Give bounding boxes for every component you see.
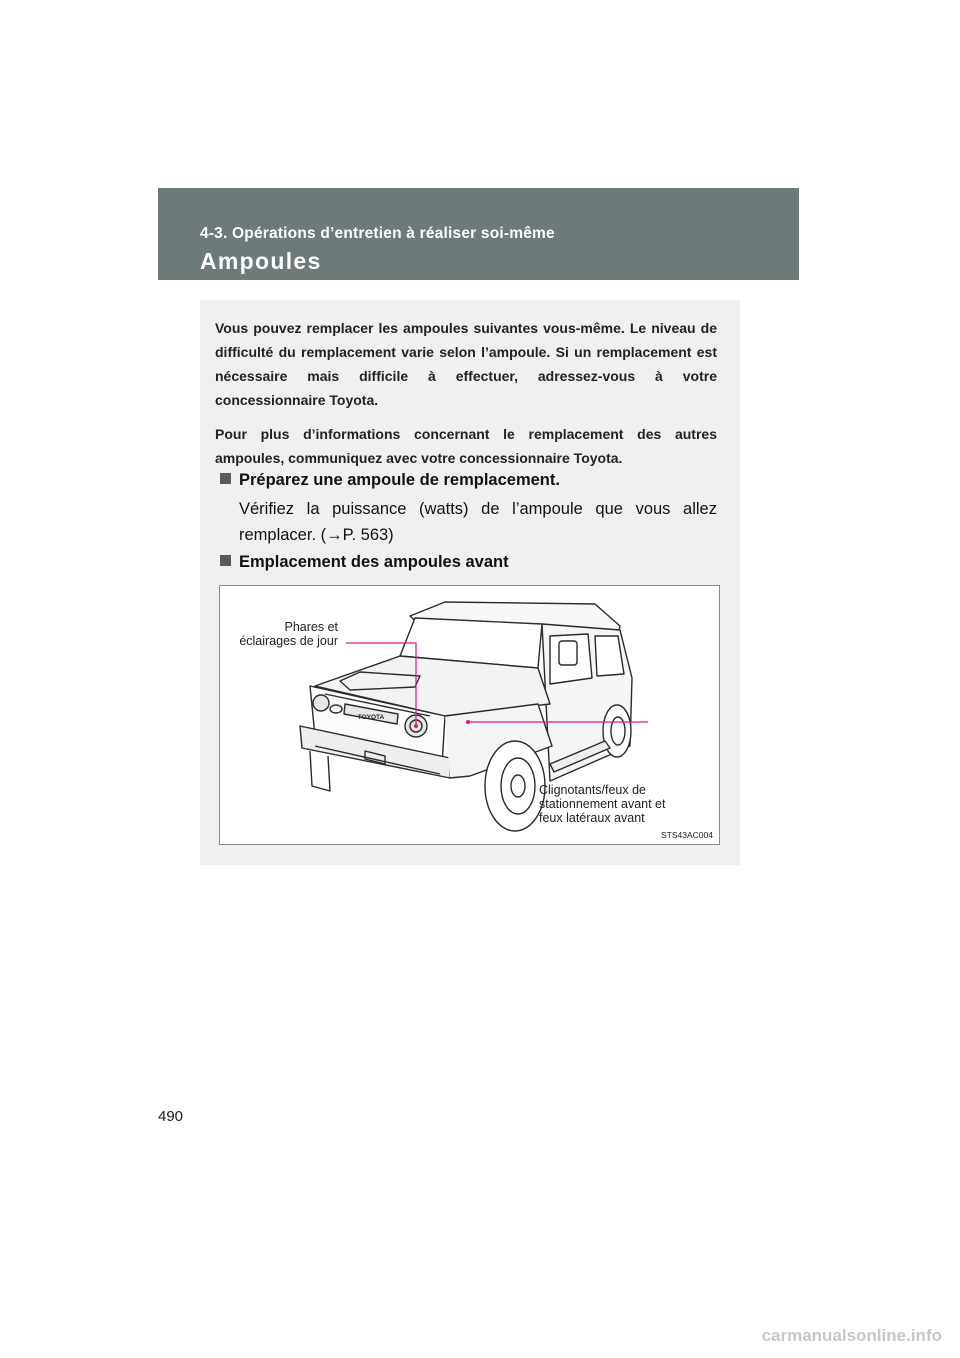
section-header bbox=[158, 188, 799, 280]
intro-paragraph-2: Pour plus d’informations concernant le remplacement des autres ampoules, communiquez avec votre concessionnaire Toyota. bbox=[215, 426, 717, 466]
callout-turn-signals bbox=[539, 783, 665, 825]
heading-front-bulbs bbox=[220, 553, 509, 572]
heading-prepare-bulb bbox=[220, 471, 560, 490]
front-bulbs-figure bbox=[219, 585, 720, 845]
heading-prepare-bulb-text: Préparez une ampoule de remplacement. bbox=[239, 471, 560, 489]
heading-front-bulbs-text: Emplacement des ampoules avant bbox=[239, 553, 509, 571]
callout-turn-line1: Clignotants/feux de bbox=[539, 783, 647, 797]
intro-paragraph-1: Vous pouvez remplacer les ampoules suivantes vous-même. Le niveau de difficulté du remplacement varie selon l’ampoule. Si un remplacement est nécessaire mais difficile à effectuer, adressez-vous à votre concessionnaire Toyota. bbox=[215, 320, 717, 408]
page-title: Ampoules bbox=[200, 248, 322, 274]
callout-headlights bbox=[239, 620, 338, 648]
intro-text bbox=[215, 316, 717, 480]
watermark: carmanualsonline.info bbox=[761, 1326, 942, 1345]
prepare-bulb-body: Vérifiez la puissance (watts) de l’ampoule que vous allez remplacer. ( bbox=[239, 500, 717, 544]
page-number: 490 bbox=[158, 1108, 184, 1125]
arrow-icon: → bbox=[326, 526, 343, 544]
callout-headlights-line2: éclairages de jour bbox=[239, 634, 338, 648]
callout-headlights-line1: Phares et bbox=[284, 620, 338, 634]
section-label: 4-3. Opérations d’entretien à réaliser soi-même bbox=[200, 225, 555, 242]
callout-turn-line3: feux latéraux avant bbox=[539, 811, 645, 825]
square-bullet-icon bbox=[220, 555, 231, 566]
content-panel bbox=[200, 300, 740, 865]
grille-badge-text: TOYOTA bbox=[357, 714, 385, 721]
page-reference-link[interactable]: P. 563) bbox=[342, 526, 394, 544]
callout-turn-line2: stationnement avant et bbox=[539, 797, 666, 811]
figure-code: STS43AC004 bbox=[661, 830, 713, 840]
prepare-bulb-text bbox=[239, 496, 717, 548]
square-bullet-icon bbox=[220, 473, 231, 484]
